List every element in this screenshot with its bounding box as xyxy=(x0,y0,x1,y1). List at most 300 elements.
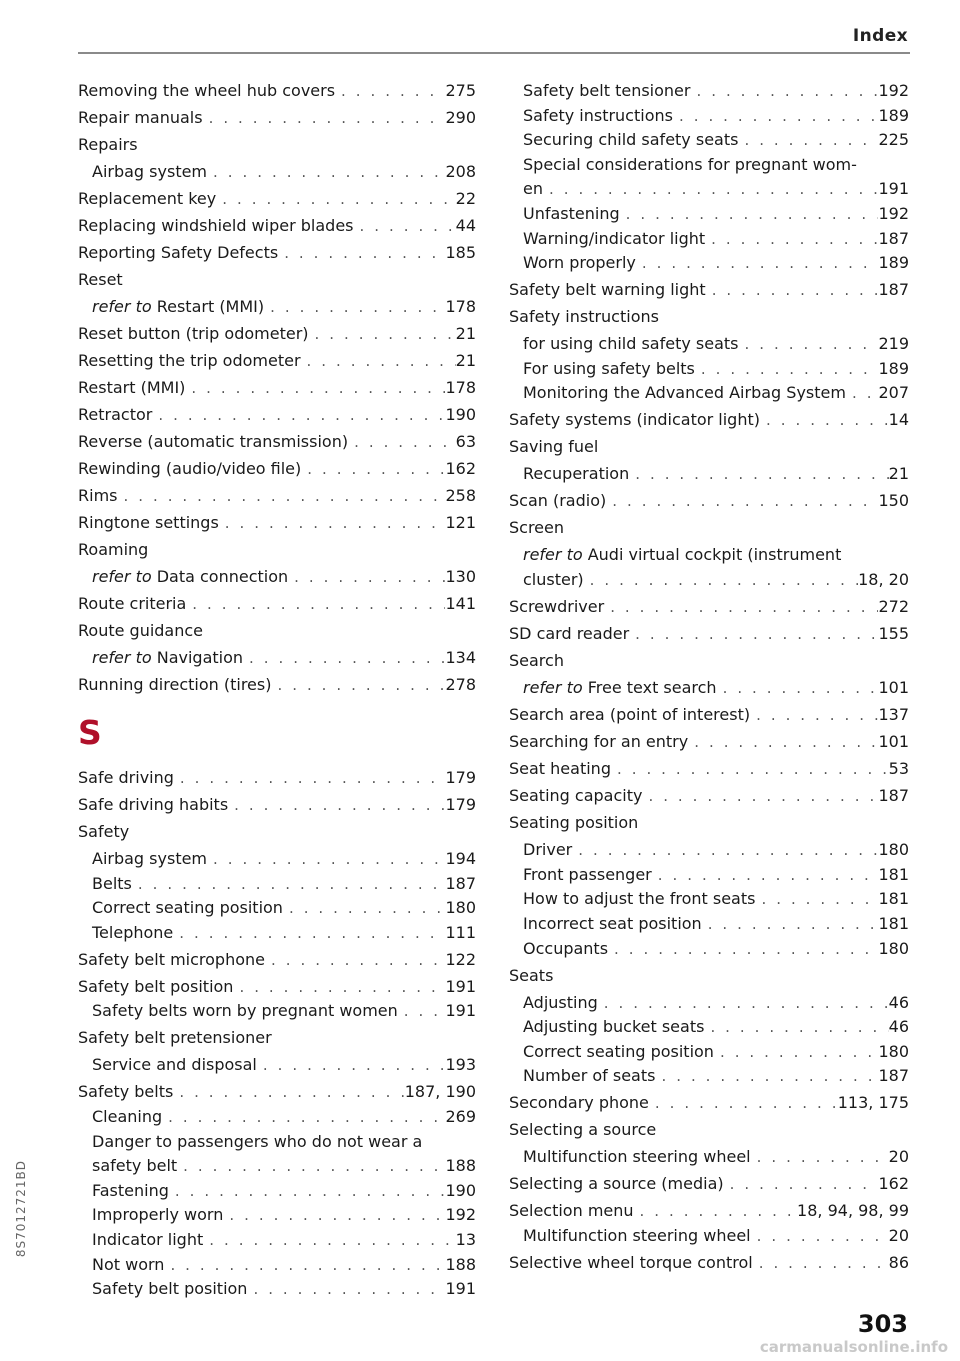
index-entry xyxy=(509,1197,909,1224)
index-subentry xyxy=(509,541,909,568)
index-term xyxy=(523,126,738,153)
dot-leader xyxy=(348,429,456,456)
index-term xyxy=(78,212,354,239)
index-term-text: Restart (MMI) xyxy=(78,378,186,397)
dot-leader xyxy=(846,380,879,407)
index-term-text: Selecting a source xyxy=(509,1120,657,1140)
index-entry xyxy=(509,433,909,460)
index-entry xyxy=(78,509,476,536)
index-term xyxy=(92,1177,169,1204)
index-page-ref: 191 xyxy=(445,1279,476,1299)
dot-leader xyxy=(717,675,879,702)
index-page-ref: 180 xyxy=(878,1041,909,1061)
dot-leader xyxy=(223,1202,445,1229)
dot-leader xyxy=(702,911,879,938)
index-term-text: Service and disposal xyxy=(92,1055,257,1075)
index-term-text: Selecting a source (media) xyxy=(509,1174,724,1194)
dot-leader xyxy=(173,920,445,947)
cross-reference-label: refer to xyxy=(92,297,152,316)
index-term-text: Seats xyxy=(509,965,554,985)
index-term xyxy=(92,644,243,671)
index-entry xyxy=(509,1170,909,1197)
index-term-text: Correct seating position xyxy=(92,898,283,918)
index-page-ref: 63 xyxy=(455,432,476,451)
index-subentry xyxy=(509,1143,909,1170)
dot-leader xyxy=(760,407,889,434)
index-term-text: Seating position xyxy=(509,813,639,833)
index-page-ref: 18, 20 xyxy=(858,570,909,590)
index-page-ref: 190 xyxy=(445,405,476,424)
index-term xyxy=(509,728,688,755)
index-term xyxy=(523,885,755,912)
dot-leader xyxy=(173,1079,404,1106)
index-page-ref: 179 xyxy=(445,795,476,814)
index-page-ref: 21 xyxy=(888,464,909,484)
index-subentry xyxy=(78,1226,476,1253)
page-number: 303 xyxy=(857,1310,908,1338)
index-page-ref: 187, 190 xyxy=(404,1082,476,1102)
index-page-ref: 101 xyxy=(878,732,909,752)
index-subentry xyxy=(78,1201,476,1228)
index-term-text: Correct seating position xyxy=(523,1041,714,1061)
index-term xyxy=(92,1226,203,1253)
index-page-ref: 290 xyxy=(445,108,476,127)
dot-leader xyxy=(649,1090,838,1117)
index-page-ref: 219 xyxy=(878,334,909,354)
index-term xyxy=(92,1275,247,1302)
index-term-text: Safety belt tensioner xyxy=(523,81,691,100)
index-term xyxy=(523,175,543,202)
index-term xyxy=(92,894,283,921)
dot-leader xyxy=(301,348,456,375)
index-page-ref: 192 xyxy=(878,204,909,224)
index-term xyxy=(509,487,606,514)
index-term-text: Safety xyxy=(78,822,130,841)
index-page-ref: 53 xyxy=(888,759,909,779)
index-subentry xyxy=(509,175,909,202)
index-page-ref: 191 xyxy=(445,976,476,996)
index-term-text: Selective wheel torque control xyxy=(509,1252,753,1272)
index-term xyxy=(523,1062,655,1089)
index-subentry xyxy=(78,1051,476,1078)
index-page-ref: 188 xyxy=(445,1156,476,1176)
index-subentry xyxy=(78,644,476,671)
index-page-ref: 180 xyxy=(878,938,909,958)
index-term xyxy=(78,239,278,266)
index-term-text: Seating capacity xyxy=(509,786,643,806)
index-page-ref: 113, 175 xyxy=(837,1093,909,1113)
index-subentry xyxy=(509,910,909,937)
index-term xyxy=(509,1197,634,1224)
index-entry xyxy=(78,482,476,509)
index-term-text: safety belt xyxy=(92,1156,178,1176)
index-term-text: Belts xyxy=(92,873,132,893)
index-term-text: Seat heating xyxy=(509,759,611,779)
index-term-text: Driver xyxy=(523,840,573,860)
index-term xyxy=(523,355,695,382)
index-page-ref: 150 xyxy=(878,491,909,511)
dot-leader xyxy=(606,488,878,515)
index-term xyxy=(523,989,598,1016)
index-term xyxy=(509,782,642,809)
index-page-ref: 194 xyxy=(445,849,476,868)
index-term xyxy=(523,151,857,178)
index-entry xyxy=(78,428,476,455)
index-page-ref: 189 xyxy=(878,105,909,125)
index-page-ref: 46 xyxy=(888,992,909,1012)
index-term xyxy=(92,919,173,946)
index-term-text: SD card reader xyxy=(509,624,630,644)
dot-leader xyxy=(203,1227,455,1254)
index-term xyxy=(92,1051,257,1078)
dot-leader xyxy=(265,947,445,974)
index-term xyxy=(78,104,203,131)
index-term xyxy=(78,509,219,536)
index-subentry xyxy=(509,885,909,912)
dot-leader xyxy=(219,510,446,537)
index-term-text: Resetting the trip odometer xyxy=(78,351,301,370)
dot-leader xyxy=(152,402,445,429)
index-term xyxy=(523,1143,751,1170)
index-entry xyxy=(509,620,909,647)
dot-leader xyxy=(724,1171,879,1198)
index-term-text: Danger to passengers who do not wear a xyxy=(92,1131,423,1151)
index-term-text: Screen xyxy=(509,518,565,538)
index-term-text: Occupants xyxy=(523,938,609,958)
index-page-ref: 111 xyxy=(445,922,476,942)
index-subentry xyxy=(509,836,909,863)
index-page-ref: 20 xyxy=(888,1225,909,1245)
index-term xyxy=(78,347,301,374)
index-term xyxy=(78,131,138,158)
index-term-text: Search area (point of interest) xyxy=(509,705,751,725)
index-term-text: Route criteria xyxy=(78,594,187,613)
index-entry xyxy=(78,347,476,374)
index-term xyxy=(92,293,264,320)
index-term-text: Safe driving habits xyxy=(78,795,229,814)
index-page-ref: 18, 94, 98, 99 xyxy=(797,1201,909,1221)
index-term xyxy=(509,701,750,728)
index-page-ref: 192 xyxy=(445,1205,476,1225)
index-term-text: Retractor xyxy=(78,405,153,424)
index-term xyxy=(523,935,608,962)
index-subentry xyxy=(509,379,909,406)
index-subentry xyxy=(509,1038,909,1065)
index-entry xyxy=(509,593,909,620)
index-term xyxy=(509,276,706,303)
dot-leader xyxy=(207,159,445,186)
index-page-ref: 178 xyxy=(445,378,476,397)
index-page-ref: 21 xyxy=(455,351,476,370)
index-subentry xyxy=(78,563,476,590)
index-term xyxy=(92,1201,223,1228)
index-page-ref: 46 xyxy=(888,1017,909,1037)
index-term-text: Screwdriver xyxy=(509,597,605,617)
index-term-text: Roaming xyxy=(78,540,149,559)
cross-reference-label: refer to xyxy=(92,567,152,586)
index-term xyxy=(78,590,186,617)
index-term-text: Safety instructions xyxy=(523,105,673,125)
index-term xyxy=(78,374,185,401)
index-term xyxy=(509,406,760,433)
index-page-ref: 44 xyxy=(455,216,476,235)
dot-leader xyxy=(247,1276,445,1303)
dot-leader xyxy=(243,645,445,672)
index-term xyxy=(78,401,152,428)
index-page-ref: 101 xyxy=(878,678,909,698)
index-page-ref: 181 xyxy=(878,864,909,884)
dot-leader xyxy=(174,765,446,792)
dot-leader xyxy=(354,213,456,240)
index-entry xyxy=(78,266,476,293)
index-term-text: Number of seats xyxy=(523,1066,656,1086)
index-term-text: Replacement key xyxy=(78,189,217,208)
index-subentry xyxy=(78,894,476,921)
index-term-text: cluster) xyxy=(523,570,584,590)
index-term xyxy=(523,102,673,129)
index-subentry xyxy=(78,1177,476,1204)
index-page-ref: 269 xyxy=(445,1107,476,1127)
index-term xyxy=(78,1078,173,1105)
index-term-text: Ringtone settings xyxy=(78,513,219,532)
index-term-text: How to adjust the front seats xyxy=(523,889,756,909)
index-term-text: Warning/indicator light xyxy=(523,228,706,248)
index-term xyxy=(92,563,288,590)
index-term-text: Not worn xyxy=(92,1254,165,1274)
index-term xyxy=(92,1152,177,1179)
index-subentry xyxy=(78,293,476,320)
index-term-text: en xyxy=(523,179,543,199)
dot-leader xyxy=(714,1039,879,1066)
index-term xyxy=(78,791,228,818)
index-term xyxy=(78,266,123,293)
index-term xyxy=(523,861,652,888)
dot-leader xyxy=(301,456,445,483)
index-subentry xyxy=(509,330,909,357)
document-code: 8S7012721BD xyxy=(14,1160,28,1258)
index-entry xyxy=(509,701,909,728)
index-page-ref: 155 xyxy=(878,624,909,644)
index-term xyxy=(78,320,309,347)
dot-leader xyxy=(705,226,878,253)
index-term-text: Safety belt warning light xyxy=(509,280,706,300)
index-page-ref: 180 xyxy=(445,898,476,918)
index-term-text: Special considerations for pregnant wom- xyxy=(523,154,857,174)
index-term-text: Data connection xyxy=(156,567,289,586)
dot-leader xyxy=(755,886,878,913)
index-term-text: Safety belt microphone xyxy=(78,949,265,969)
index-term xyxy=(78,1024,272,1051)
index-page-ref: 191 xyxy=(878,179,909,199)
index-term-text: Restart (MMI) xyxy=(156,297,265,316)
index-entry xyxy=(509,728,909,755)
dot-leader xyxy=(608,936,878,963)
index-term-text: Airbag system xyxy=(92,162,208,181)
index-term xyxy=(92,1251,164,1278)
index-term xyxy=(523,77,690,104)
index-term-text: For using safety belts xyxy=(523,358,695,378)
index-entry xyxy=(78,455,476,482)
index-term-text: Safety belt position xyxy=(92,1279,248,1299)
index-entry xyxy=(509,514,909,541)
dot-leader xyxy=(706,277,879,304)
index-term-text: Unfastening xyxy=(523,204,620,224)
index-subentry xyxy=(509,861,909,888)
index-entry xyxy=(78,536,476,563)
dot-leader xyxy=(688,729,878,756)
index-page-ref: 162 xyxy=(878,1174,909,1194)
index-column-left xyxy=(78,77,476,1302)
index-subentry xyxy=(509,225,909,252)
index-page-ref: 187 xyxy=(878,280,909,300)
index-term-text: for using child safety seats xyxy=(523,334,739,354)
index-page-ref: 181 xyxy=(878,913,909,933)
index-term xyxy=(78,818,129,845)
index-page-ref: 21 xyxy=(455,324,476,343)
index-page-ref: 188 xyxy=(445,1254,476,1274)
index-term xyxy=(523,330,739,357)
dot-leader xyxy=(611,756,889,783)
dot-leader xyxy=(753,1250,889,1277)
index-term xyxy=(523,1038,714,1065)
index-entry xyxy=(78,374,476,401)
index-term xyxy=(509,1089,649,1116)
index-term-text: Repair manuals xyxy=(78,108,203,127)
index-entry xyxy=(78,131,476,158)
watermark: carmanualsonline.info xyxy=(759,1338,948,1356)
dot-leader xyxy=(216,186,455,213)
index-entry xyxy=(78,590,476,617)
index-subentry xyxy=(78,1152,476,1179)
index-page-ref: 185 xyxy=(445,243,476,262)
index-entry xyxy=(78,185,476,212)
dot-leader xyxy=(335,78,445,105)
dot-leader xyxy=(203,105,446,132)
index-page-ref: 187 xyxy=(878,228,909,248)
index-page-ref: 22 xyxy=(455,189,476,208)
dot-leader xyxy=(690,78,878,105)
index-term xyxy=(92,158,207,185)
index-term-text: Reverse (automatic transmission) xyxy=(78,432,349,451)
index-page-ref: 225 xyxy=(878,130,909,150)
index-term-text: Safety belts xyxy=(78,1082,174,1102)
index-page-ref: 275 xyxy=(445,81,476,100)
index-term-text: Removing the wheel hub covers xyxy=(78,81,336,100)
index-term xyxy=(523,541,841,568)
index-term-text: Airbag system xyxy=(92,849,208,868)
index-term xyxy=(78,185,216,212)
index-entry xyxy=(509,1249,909,1276)
index-subentry xyxy=(509,77,909,104)
index-subentry xyxy=(509,674,909,701)
index-entry xyxy=(509,962,909,989)
index-page-ref: 189 xyxy=(878,253,909,273)
index-page-ref: 181 xyxy=(878,889,909,909)
index-page-ref: 208 xyxy=(445,162,476,181)
index-page-ref: 86 xyxy=(888,1252,909,1272)
index-term-text: Reset xyxy=(78,270,123,289)
index-term-text: Repairs xyxy=(78,135,138,154)
index-term xyxy=(509,647,564,674)
index-entry xyxy=(78,401,476,428)
index-entry xyxy=(509,809,909,836)
index-page-ref: 179 xyxy=(445,768,476,787)
index-page-ref: 13 xyxy=(455,1230,476,1250)
index-term xyxy=(509,593,604,620)
index-entry xyxy=(509,1089,909,1116)
index-page-ref: 141 xyxy=(445,594,476,613)
index-term xyxy=(509,809,638,836)
index-page-ref: 14 xyxy=(888,410,909,430)
index-page-ref: 187 xyxy=(878,786,909,806)
index-entry xyxy=(509,406,909,433)
dot-leader xyxy=(604,594,878,621)
index-entry xyxy=(78,946,476,973)
index-term-text: Cleaning xyxy=(92,1107,163,1127)
index-term-text: Safety instructions xyxy=(509,307,659,327)
index-term-text: Safety systems (indicator light) xyxy=(509,410,760,430)
index-term xyxy=(523,379,846,406)
dot-leader xyxy=(750,702,878,729)
dot-leader xyxy=(309,321,456,348)
index-term-text: Securing child safety seats xyxy=(523,130,739,150)
index-page-ref: 162 xyxy=(445,459,476,478)
index-page-ref: 20 xyxy=(888,1147,909,1167)
index-term-text: Multifunction steering wheel xyxy=(523,1147,751,1167)
index-term-text: Secondary phone xyxy=(509,1093,649,1113)
index-subentry xyxy=(78,158,476,185)
index-term-text: Safe driving xyxy=(78,768,174,787)
index-term-text: Improperly worn xyxy=(92,1205,224,1225)
dot-leader xyxy=(642,783,878,810)
index-entry xyxy=(78,764,476,791)
dot-leader xyxy=(228,792,445,819)
index-term xyxy=(509,514,564,541)
index-page-ref: 207 xyxy=(878,383,909,403)
index-term-text: Saving fuel xyxy=(509,437,599,457)
index-term xyxy=(78,482,117,509)
index-term xyxy=(523,200,620,227)
index-term-text: Searching for an entry xyxy=(509,732,689,752)
index-term xyxy=(509,755,611,782)
index-entry xyxy=(509,303,909,330)
index-page-ref: 190 xyxy=(445,1180,476,1200)
dot-leader xyxy=(177,1153,445,1180)
index-term-text: Fastening xyxy=(92,1180,169,1200)
index-subentry xyxy=(78,870,476,897)
index-term-text: Safety belt position xyxy=(78,976,234,996)
index-subentry xyxy=(78,919,476,946)
index-term-text: Selection menu xyxy=(509,1201,634,1221)
index-term-text: Indicator light xyxy=(92,1230,204,1250)
index-page-ref: 278 xyxy=(445,675,476,694)
index-term xyxy=(509,303,659,330)
index-entry xyxy=(78,239,476,266)
index-term-text: Route guidance xyxy=(78,621,204,640)
dot-leader xyxy=(751,1223,889,1250)
index-term-text: Multifunction steering wheel xyxy=(523,1225,751,1245)
index-term-text: Safety belt pretensioner xyxy=(78,1028,272,1048)
dot-leader xyxy=(207,846,445,873)
index-column-right xyxy=(509,77,909,1276)
index-term-text: Replacing windshield wiper blades xyxy=(78,216,354,235)
index-page-ref: 122 xyxy=(445,949,476,969)
index-term xyxy=(523,225,705,252)
page-header-title: Index xyxy=(852,26,908,46)
index-subentry xyxy=(509,249,909,276)
index-subentry xyxy=(509,1062,909,1089)
index-term xyxy=(509,620,629,647)
